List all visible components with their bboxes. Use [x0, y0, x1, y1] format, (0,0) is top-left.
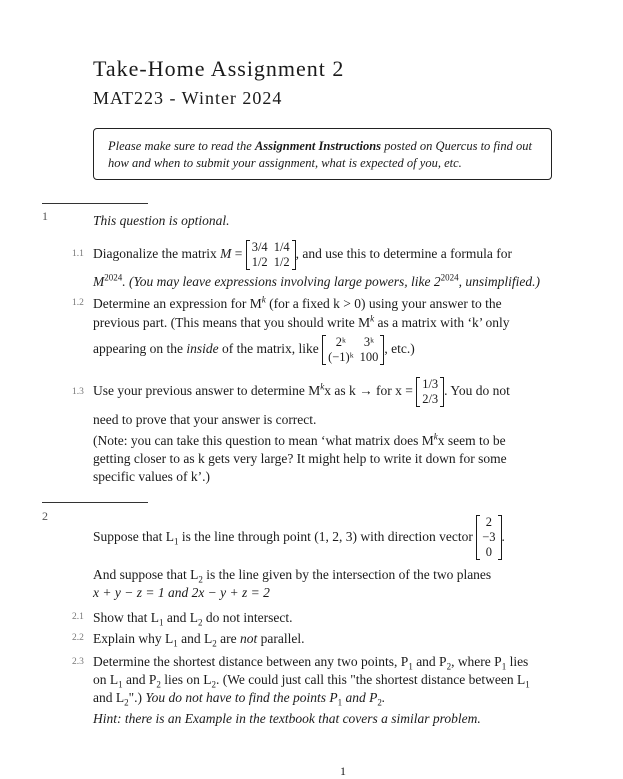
part-2-3-line3: and $L_2$".) You do not have to find the points $P_1$ and $P_2$.	[93, 690, 386, 708]
part-1-1-line1: Diagonalize the matrix M = 3/4 1/4 1/2 1/2 , and use this to determine a formula for	[93, 239, 512, 269]
part-1-3-line1: Use your previous answer to determine $M^kx$ as k → for x = 1/3 2/3 . You do not	[93, 376, 510, 406]
part-1-3-line2: need to prove that your answer is correct.	[93, 412, 317, 427]
part-1-2-line1: Determine an expression for $M^k$ (for a fixed k > 0) using your answer to the	[93, 294, 502, 311]
note-bold-link: Assignment Instructions	[254, 139, 382, 153]
question-2-planes: x + y − z = 1 and 2x − y + z = 2	[93, 585, 270, 600]
example-matrix: 2ᵏ 3ᵏ (−1)ᵏ 100	[322, 335, 384, 365]
question-1-intro: This question is optional.	[93, 213, 230, 228]
part-1-3-number: 1.3	[72, 387, 84, 397]
part-2-1-number: 2.1	[72, 612, 84, 622]
matrix-M: 3/4 1/4 1/2 1/2	[246, 240, 296, 270]
part-2-3-number: 2.3	[72, 657, 84, 667]
part-1-1-line2: $M^{2024}$. (You may leave expressions involving large powers, like $2^{2024}$, unsimplified.)	[93, 272, 540, 289]
question-2-number: 2	[42, 509, 48, 523]
part-2-1-text: Show that $L_1$ and $L_2$ do not intersect.	[93, 610, 293, 628]
part-1-3-line3: (Note: you can take this question to mean ‘what matrix does $M^kx$ seem to be	[93, 431, 506, 448]
part-1-1-number: 1.1	[72, 249, 84, 259]
question-2-line2: And suppose that $L_2$ is the line given by the intersection of the two planes	[93, 567, 492, 585]
part-2-2-number: 2.2	[72, 633, 84, 643]
part-1-3-line4: getting closer to as k gets very large? It might help to write it down for some	[93, 451, 507, 466]
part-1-2-line3: appearing on the inside of the matrix, like 2ᵏ 3ᵏ (−1)ᵏ 100 , etc.)	[93, 334, 415, 364]
part-1-3-line5: specific values of k’.)	[93, 469, 210, 484]
part-2-3-line1: Determine the shortest distance between any two points, $P_1$ and $P_2$, where $P_1$ lies	[93, 654, 529, 672]
question-1-number: 1	[42, 209, 48, 223]
note-suffix: posted on Quercus to find out how and when to submit your assignment, what is expected of you, etc.	[108, 139, 532, 170]
page-subtitle: MAT223 - Winter 2024	[93, 88, 283, 108]
vector-x: 1/3 2/3	[416, 377, 444, 407]
part-1-2-number: 1.2	[72, 298, 84, 308]
question-2-intro: Suppose that $L_1$ is the line through point (1, 2, 3) with direction vector 2 −3 0 .	[93, 515, 505, 560]
note-prefix: Please make sure to read the	[108, 139, 255, 153]
question-1-rule	[42, 203, 148, 204]
question-2-rule	[42, 502, 148, 503]
instructions-note	[93, 128, 552, 180]
page-title: Take-Home Assignment 2	[93, 56, 345, 81]
part-1-2-line2: previous part. (This means that you should write $M^k$ as a matrix with ‘k’ only	[93, 313, 510, 330]
part-2-2-text: Explain why $L_1$ and $L_2$ are not parallel.	[93, 631, 305, 649]
part-2-3-hint: Hint: there is an Example in the textbook that covers a similar problem.	[93, 711, 481, 726]
direction-vector: 2 −3 0	[476, 515, 501, 560]
part-2-3-line2: on $L_1$ and $P_2$ lies on $L_2$. (We could just call this "the shortest distance between $L_1$	[93, 672, 530, 690]
page-number: 1	[340, 764, 346, 778]
